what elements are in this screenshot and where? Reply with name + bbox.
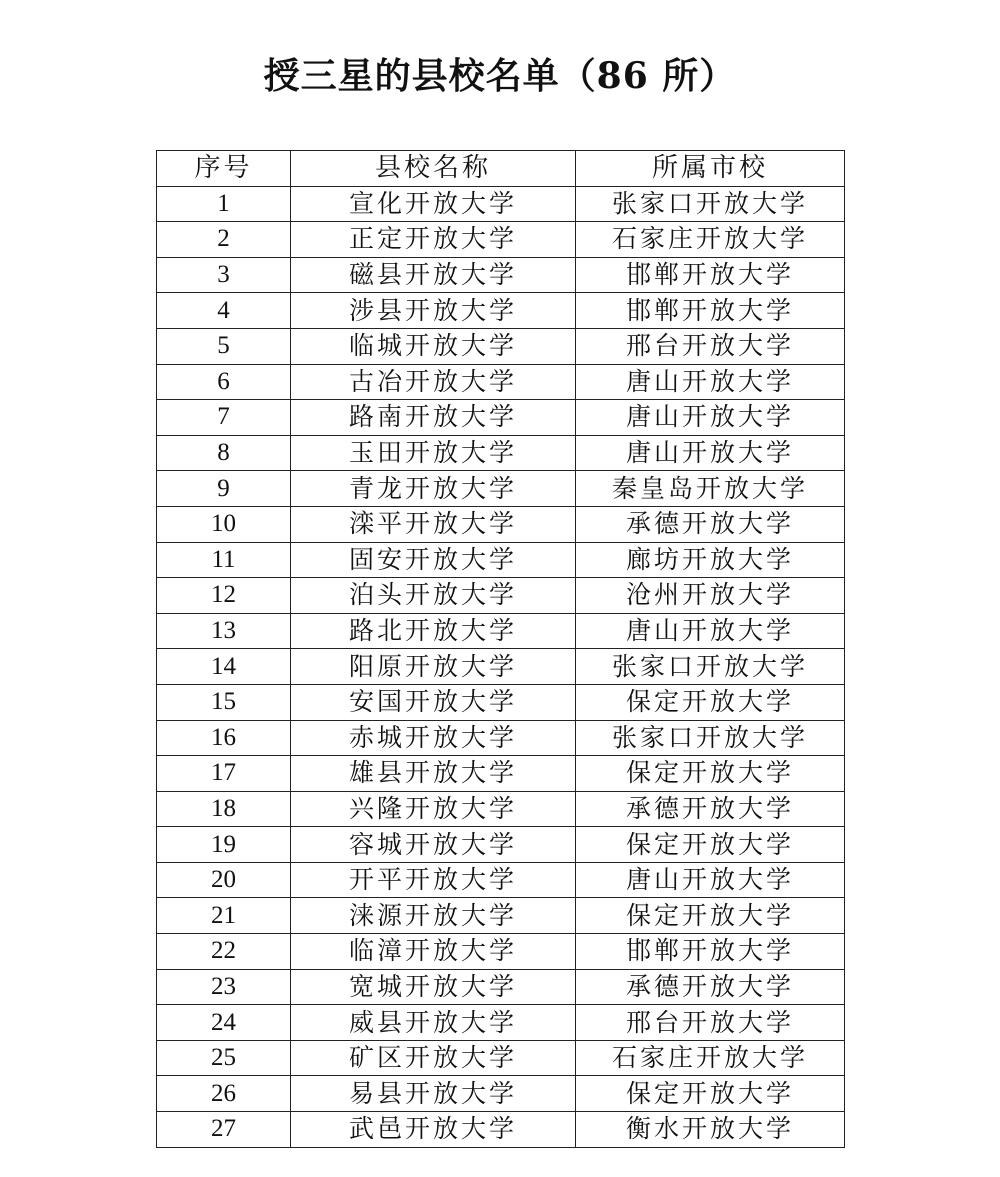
county-school-name: 容城开放大学 — [291, 827, 576, 863]
column-header-county-school: 县校名称 — [291, 151, 576, 187]
table-row — [157, 1076, 845, 1112]
county-school-name: 古冶开放大学 — [291, 364, 576, 400]
city-school-name: 张家口开放大学 — [576, 186, 845, 222]
table-header-row — [157, 151, 845, 187]
row-number: 16 — [157, 720, 291, 756]
city-school-name: 邢台开放大学 — [576, 328, 845, 364]
table-row — [157, 684, 845, 720]
county-school-name: 威县开放大学 — [291, 1005, 576, 1041]
table-row — [157, 934, 845, 970]
city-school-name: 唐山开放大学 — [576, 435, 845, 471]
county-school-name: 固安开放大学 — [291, 542, 576, 578]
row-number: 15 — [157, 684, 291, 720]
county-school-name: 武邑开放大学 — [291, 1112, 576, 1148]
city-school-name: 唐山开放大学 — [576, 364, 845, 400]
table-row — [157, 969, 845, 1005]
county-school-name: 宽城开放大学 — [291, 969, 576, 1005]
city-school-name: 邢台开放大学 — [576, 1005, 845, 1041]
table-row — [157, 578, 845, 614]
table-row — [157, 649, 845, 685]
table-row — [157, 898, 845, 934]
table-row — [157, 720, 845, 756]
county-school-name: 正定开放大学 — [291, 222, 576, 258]
row-number: 6 — [157, 364, 291, 400]
county-school-name: 临漳开放大学 — [291, 934, 576, 970]
table-row — [157, 827, 845, 863]
row-number: 1 — [157, 186, 291, 222]
row-number: 3 — [157, 257, 291, 293]
county-school-name: 玉田开放大学 — [291, 435, 576, 471]
row-number: 14 — [157, 649, 291, 685]
column-header-city-school: 所属市校 — [576, 151, 845, 187]
row-number: 26 — [157, 1076, 291, 1112]
row-number: 2 — [157, 222, 291, 258]
table-row — [157, 1005, 845, 1041]
city-school-name: 承德开放大学 — [576, 969, 845, 1005]
table-row — [157, 862, 845, 898]
row-number: 7 — [157, 400, 291, 436]
city-school-name: 保定开放大学 — [576, 684, 845, 720]
table-row — [157, 222, 845, 258]
row-number: 22 — [157, 934, 291, 970]
county-school-name: 青龙开放大学 — [291, 471, 576, 507]
city-school-name: 唐山开放大学 — [576, 862, 845, 898]
county-school-name: 兴隆开放大学 — [291, 791, 576, 827]
county-school-name: 磁县开放大学 — [291, 257, 576, 293]
county-school-name: 矿区开放大学 — [291, 1040, 576, 1076]
county-school-name: 路南开放大学 — [291, 400, 576, 436]
city-school-name: 张家口开放大学 — [576, 649, 845, 685]
city-school-name: 保定开放大学 — [576, 827, 845, 863]
county-school-name: 雄县开放大学 — [291, 756, 576, 792]
county-school-name: 涞源开放大学 — [291, 898, 576, 934]
row-number: 19 — [157, 827, 291, 863]
row-number: 25 — [157, 1040, 291, 1076]
county-school-name: 泊头开放大学 — [291, 578, 576, 614]
county-school-name: 路北开放大学 — [291, 613, 576, 649]
table-row — [157, 756, 845, 792]
row-number: 11 — [157, 542, 291, 578]
table-row — [157, 542, 845, 578]
city-school-name: 邯郸开放大学 — [576, 934, 845, 970]
table-row — [157, 506, 845, 542]
city-school-name: 保定开放大学 — [576, 898, 845, 934]
row-number: 12 — [157, 578, 291, 614]
row-number: 18 — [157, 791, 291, 827]
table-body — [157, 186, 845, 1147]
row-number: 20 — [157, 862, 291, 898]
table-row — [157, 186, 845, 222]
county-school-name: 宣化开放大学 — [291, 186, 576, 222]
city-school-name: 唐山开放大学 — [576, 400, 845, 436]
city-school-name: 承德开放大学 — [576, 791, 845, 827]
row-number: 21 — [157, 898, 291, 934]
city-school-name: 沧州开放大学 — [576, 578, 845, 614]
row-number: 9 — [157, 471, 291, 507]
city-school-name: 张家口开放大学 — [576, 720, 845, 756]
county-school-name: 临城开放大学 — [291, 328, 576, 364]
table-row — [157, 1112, 845, 1148]
table-row — [157, 328, 845, 364]
city-school-name: 承德开放大学 — [576, 506, 845, 542]
table-row — [157, 1040, 845, 1076]
city-school-name: 唐山开放大学 — [576, 613, 845, 649]
table-row — [157, 364, 845, 400]
table-row — [157, 613, 845, 649]
city-school-name: 秦皇岛开放大学 — [576, 471, 845, 507]
county-school-name: 安国开放大学 — [291, 684, 576, 720]
column-header-number: 序号 — [157, 151, 291, 187]
city-school-name: 衡水开放大学 — [576, 1112, 845, 1148]
city-school-name: 石家庄开放大学 — [576, 1040, 845, 1076]
city-school-name: 邯郸开放大学 — [576, 257, 845, 293]
row-number: 13 — [157, 613, 291, 649]
county-school-name: 滦平开放大学 — [291, 506, 576, 542]
row-number: 23 — [157, 969, 291, 1005]
row-number: 27 — [157, 1112, 291, 1148]
table-row — [157, 293, 845, 329]
county-school-name: 阳原开放大学 — [291, 649, 576, 685]
city-school-name: 邯郸开放大学 — [576, 293, 845, 329]
row-number: 24 — [157, 1005, 291, 1041]
city-school-name: 石家庄开放大学 — [576, 222, 845, 258]
county-school-name: 开平开放大学 — [291, 862, 576, 898]
table-row — [157, 257, 845, 293]
table-row — [157, 400, 845, 436]
row-number: 4 — [157, 293, 291, 329]
city-school-name: 廊坊开放大学 — [576, 542, 845, 578]
county-school-name: 赤城开放大学 — [291, 720, 576, 756]
table-row — [157, 435, 845, 471]
city-school-name: 保定开放大学 — [576, 1076, 845, 1112]
county-school-name: 涉县开放大学 — [291, 293, 576, 329]
table-row — [157, 471, 845, 507]
row-number: 17 — [157, 756, 291, 792]
row-number: 8 — [157, 435, 291, 471]
county-school-name: 易县开放大学 — [291, 1076, 576, 1112]
row-number: 10 — [157, 506, 291, 542]
row-number: 5 — [157, 328, 291, 364]
table-row — [157, 791, 845, 827]
city-school-name: 保定开放大学 — [576, 756, 845, 792]
page-title: 授三星的县校名单（86 所） — [263, 55, 737, 97]
school-list-table — [156, 150, 845, 1148]
